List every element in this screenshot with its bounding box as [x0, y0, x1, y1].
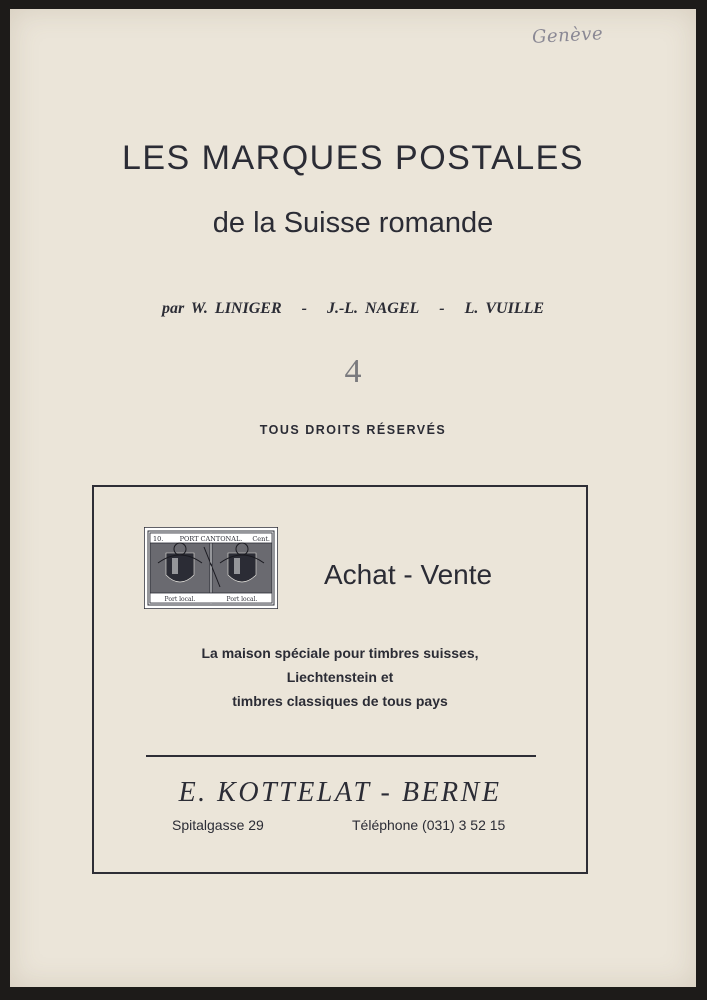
- description-line: La maison spéciale pour timbres suisses,: [201, 645, 479, 661]
- handwritten-note: Genève: [531, 23, 604, 48]
- stamp-text-top-left: 10.: [153, 535, 164, 543]
- company-address: Spitalgasse 29: [172, 817, 264, 833]
- author-separator: -: [301, 300, 307, 317]
- author-2: J.-L. NAGEL: [326, 300, 420, 317]
- stamp-text-top-right: Cent.: [252, 535, 270, 543]
- author-3: L. VUILLE: [464, 300, 545, 317]
- subtitle: de la Suisse romande: [212, 207, 494, 239]
- author-separator: -: [439, 300, 445, 317]
- author-1: par W. LINIGER: [161, 300, 282, 317]
- booklet-cover: [10, 9, 696, 987]
- stamp-pair-image: [144, 527, 278, 609]
- rights-notice: TOUS DROITS RÉSERVÉS: [259, 423, 447, 437]
- description-line: timbres classiques de tous pays: [232, 693, 448, 709]
- achat-vente-headline: Achat - Vente: [324, 559, 493, 590]
- stamp-text-bottom-left: Port local.: [164, 596, 196, 603]
- company-name: E. KOTTELAT - BERNE: [178, 777, 502, 808]
- stamp-text-bottom-right: Port local.: [226, 596, 258, 603]
- authors-line: [10, 300, 696, 318]
- divider-rule: [146, 755, 536, 757]
- volume-number: 4: [344, 353, 362, 390]
- stamp-text-top-center: PORT CANTONAL.: [179, 535, 243, 543]
- company-phone: Téléphone (031) 3 52 15: [352, 817, 506, 833]
- advertisement-description: [94, 641, 586, 713]
- advertisement-box: [92, 485, 588, 874]
- title: LES MARQUES POSTALES: [121, 139, 585, 177]
- description-line: Liechtenstein et: [286, 669, 394, 685]
